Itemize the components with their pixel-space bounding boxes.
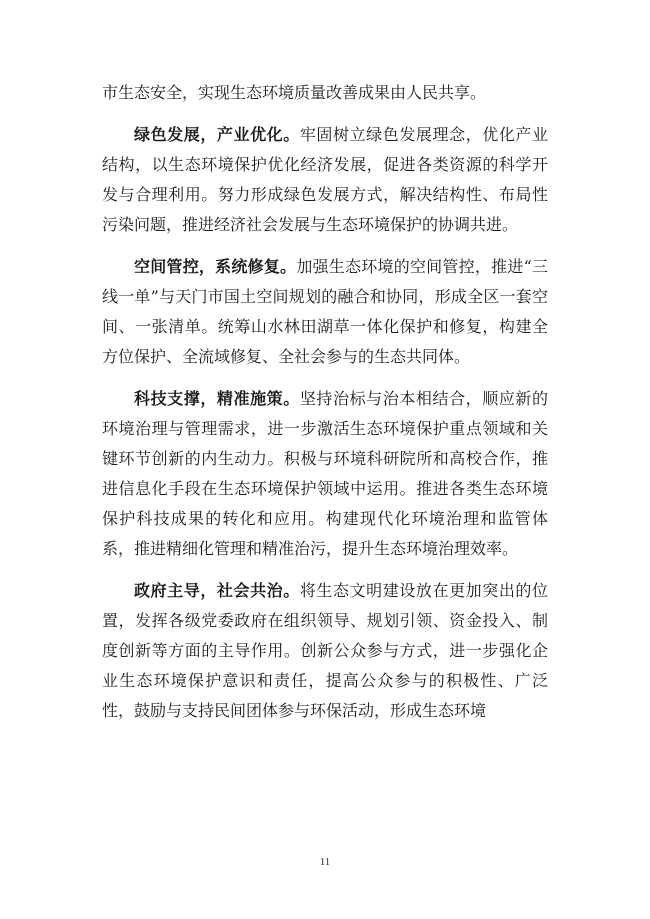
page-number: 11: [319, 856, 331, 868]
paragraph-continuation: [102, 78, 548, 108]
paragraph-heading: 政府主导，社会共治。: [134, 581, 300, 600]
paragraph-tech-support: [102, 384, 548, 564]
paragraph-text: 牢固树立绿色发展理念，优化产业结构，以生态环境保护优化经济发展，促进各类资源的科学开发与合理利用。努力形成绿色发展方式，解决结构性、布局性污染问题，推进经济社会发展与生态环境保护的协调共进。: [102, 125, 548, 234]
paragraph-government-led: [102, 576, 548, 726]
paragraph-text: 将生态文明建设放在更加突出的位置，发挥各级党委政府在组织领导、规划引领、资金投入、制度创新等方面的主导作用。创新公众参与方式，进一步强化企业生态环境保护意识和责任，提高公众参与的积极性、广泛性，鼓励与支持民间团体参与环保活动，形成生态环境: [102, 581, 548, 720]
paragraph-text: 市生态安全，实现生态环境质量改善成果由人民共享。: [102, 83, 487, 102]
paragraph-text: 加强生态环境的空间管控，推进“三线一单”与天门市国土空间规划的融合和协同，形成全区一套空间、一张清单。统筹山水林田湖草一体化保护和修复，构建全方位保护、全流域修复、全社会参与的生态共同体。: [102, 257, 548, 366]
paragraph-heading: 绿色发展，产业优化。: [134, 125, 300, 144]
paragraph-heading: 科技支撑，精准施策。: [134, 389, 300, 408]
paragraph-spatial-control: [102, 252, 548, 372]
paragraph-green-development: [102, 120, 548, 240]
paragraph-text: 坚持治标与治本相结合，顺应新的环境治理与管理需求，进一步激活生态环境保护重点领域和关键环节创新的内生动力。积极与环境科研院所和高校合作，推进信息化手段在生态环境保护领域中运用。推进各类生态环境保护科技成果的转化和应用。构建现代化环境治理和监管体系，推进精细化管理和精准治污，提升生态环境治理效率。: [102, 389, 548, 558]
body-text: [102, 78, 548, 726]
paragraph-heading: 空间管控，系统修复。: [134, 257, 297, 276]
